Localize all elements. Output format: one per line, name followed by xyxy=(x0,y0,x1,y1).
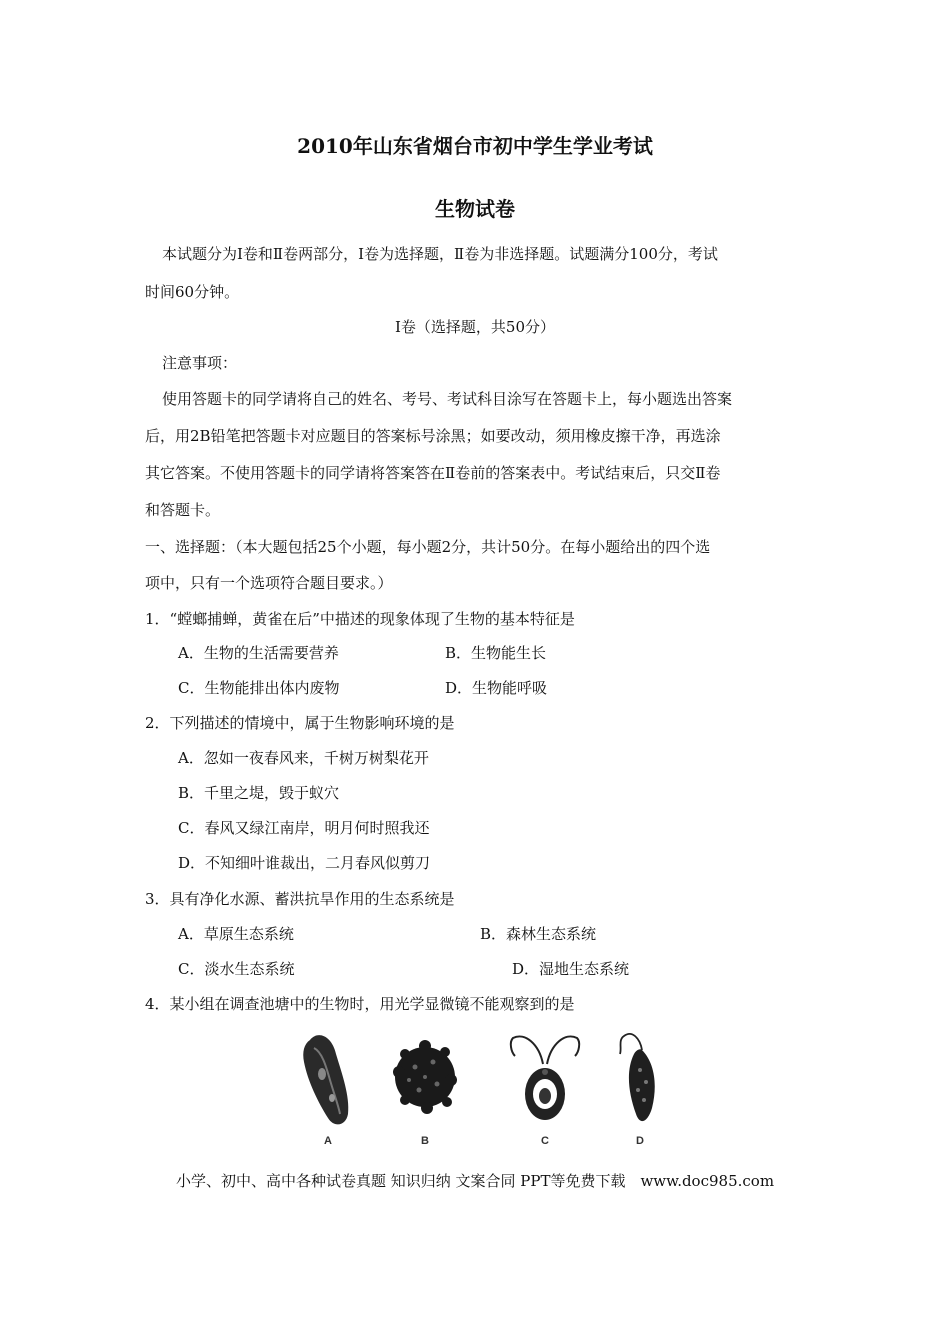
question-2-option-c: C．春风又绿江南岸，明月何时照我还 xyxy=(178,819,430,837)
figure-b-label: B xyxy=(421,1135,429,1147)
intro-line-1: 本试题分为Ⅰ卷和Ⅱ卷两部分，Ⅰ卷为选择题，Ⅱ卷为非选择题。试题满分100分，考试 xyxy=(162,245,718,263)
figure-d-label: D xyxy=(636,1135,644,1147)
part-instructions-line-2: 项中，只有一个选项符合题目要求。） xyxy=(145,574,393,592)
figure-a xyxy=(288,1022,368,1147)
question-2-stem: 2．下列描述的情境中，属于生物影响环境的是 xyxy=(145,714,455,732)
intro-line-2: 时间60分钟。 xyxy=(145,283,240,301)
notice-line-2: 后，用2B铅笔把答题卡对应题目的答案标号涂黑；如要改动，须用橡皮擦干净，再选涂 xyxy=(145,427,721,445)
question-1-option-d: D．生物能呼吸 xyxy=(445,679,548,697)
subject-title: 生物试卷 xyxy=(435,197,515,221)
figure-d xyxy=(600,1022,680,1147)
question-1-option-b: B．生物能生长 xyxy=(445,644,547,662)
organism-b-icon xyxy=(385,1022,465,1132)
page-footer: 小学、初中、高中各种试卷真题 知识归纳 文案合同 PPT等免费下载 www.doc985.com xyxy=(175,1172,775,1190)
question-4-figures xyxy=(280,1022,670,1147)
organism-a-icon xyxy=(288,1022,368,1132)
question-3-option-d: D．湿地生态系统 xyxy=(512,960,630,978)
question-1-option-a: A．生物的生活需要营养 xyxy=(178,644,339,662)
question-3-option-a: A．草原生态系统 xyxy=(178,925,294,943)
question-3-option-c: C．淡水生态系统 xyxy=(178,960,295,978)
question-2-option-b: B．千里之堤，毁于蚁穴 xyxy=(178,784,340,802)
figure-c xyxy=(505,1022,585,1147)
organism-c-icon xyxy=(505,1022,585,1132)
part-instructions-line-1: 一、选择题：（本大题包括25个小题，每小题2分，共计50分。在每小题给出的四个选 xyxy=(145,538,711,556)
exam-title: 2010年山东省烟台市初中学生学业考试 xyxy=(297,134,653,158)
question-3-stem: 3．具有净化水源、蓄洪抗旱作用的生态系统是 xyxy=(145,890,455,908)
question-4-stem: 4．某小组在调查池塘中的生物时，用光学显微镜不能观察到的是 xyxy=(145,995,575,1013)
question-2-option-d: D．不知细叶谁裁出，二月春风似剪刀 xyxy=(178,854,431,872)
question-2-option-a: A．忽如一夜春风来，千树万树梨花开 xyxy=(178,749,429,767)
organism-d-icon xyxy=(600,1022,680,1132)
question-3-option-b: B．森林生态系统 xyxy=(480,925,597,943)
notice-line-3: 其它答案。不使用答题卡的同学请将答案答在Ⅱ卷前的答案表中。考试结束后，只交Ⅱ卷 xyxy=(145,464,721,482)
notice-heading: 注意事项： xyxy=(162,354,238,372)
question-1-stem: 1．“螳螂捕蝉，黄雀在后”中描述的现象体现了生物的基本特征是 xyxy=(145,610,575,628)
notice-line-4: 和答题卡。 xyxy=(145,501,221,519)
figure-c-label: C xyxy=(541,1135,549,1147)
section-heading: Ⅰ卷（选择题，共50分） xyxy=(394,318,555,336)
question-1-option-c: C．生物能排出体内废物 xyxy=(178,679,340,697)
figure-b xyxy=(385,1022,465,1147)
notice-line-1: 使用答题卡的同学请将自己的姓名、考号、考试科目涂写在答题卡上，每小题选出答案 xyxy=(162,390,733,408)
figure-a-label: A xyxy=(324,1135,332,1147)
